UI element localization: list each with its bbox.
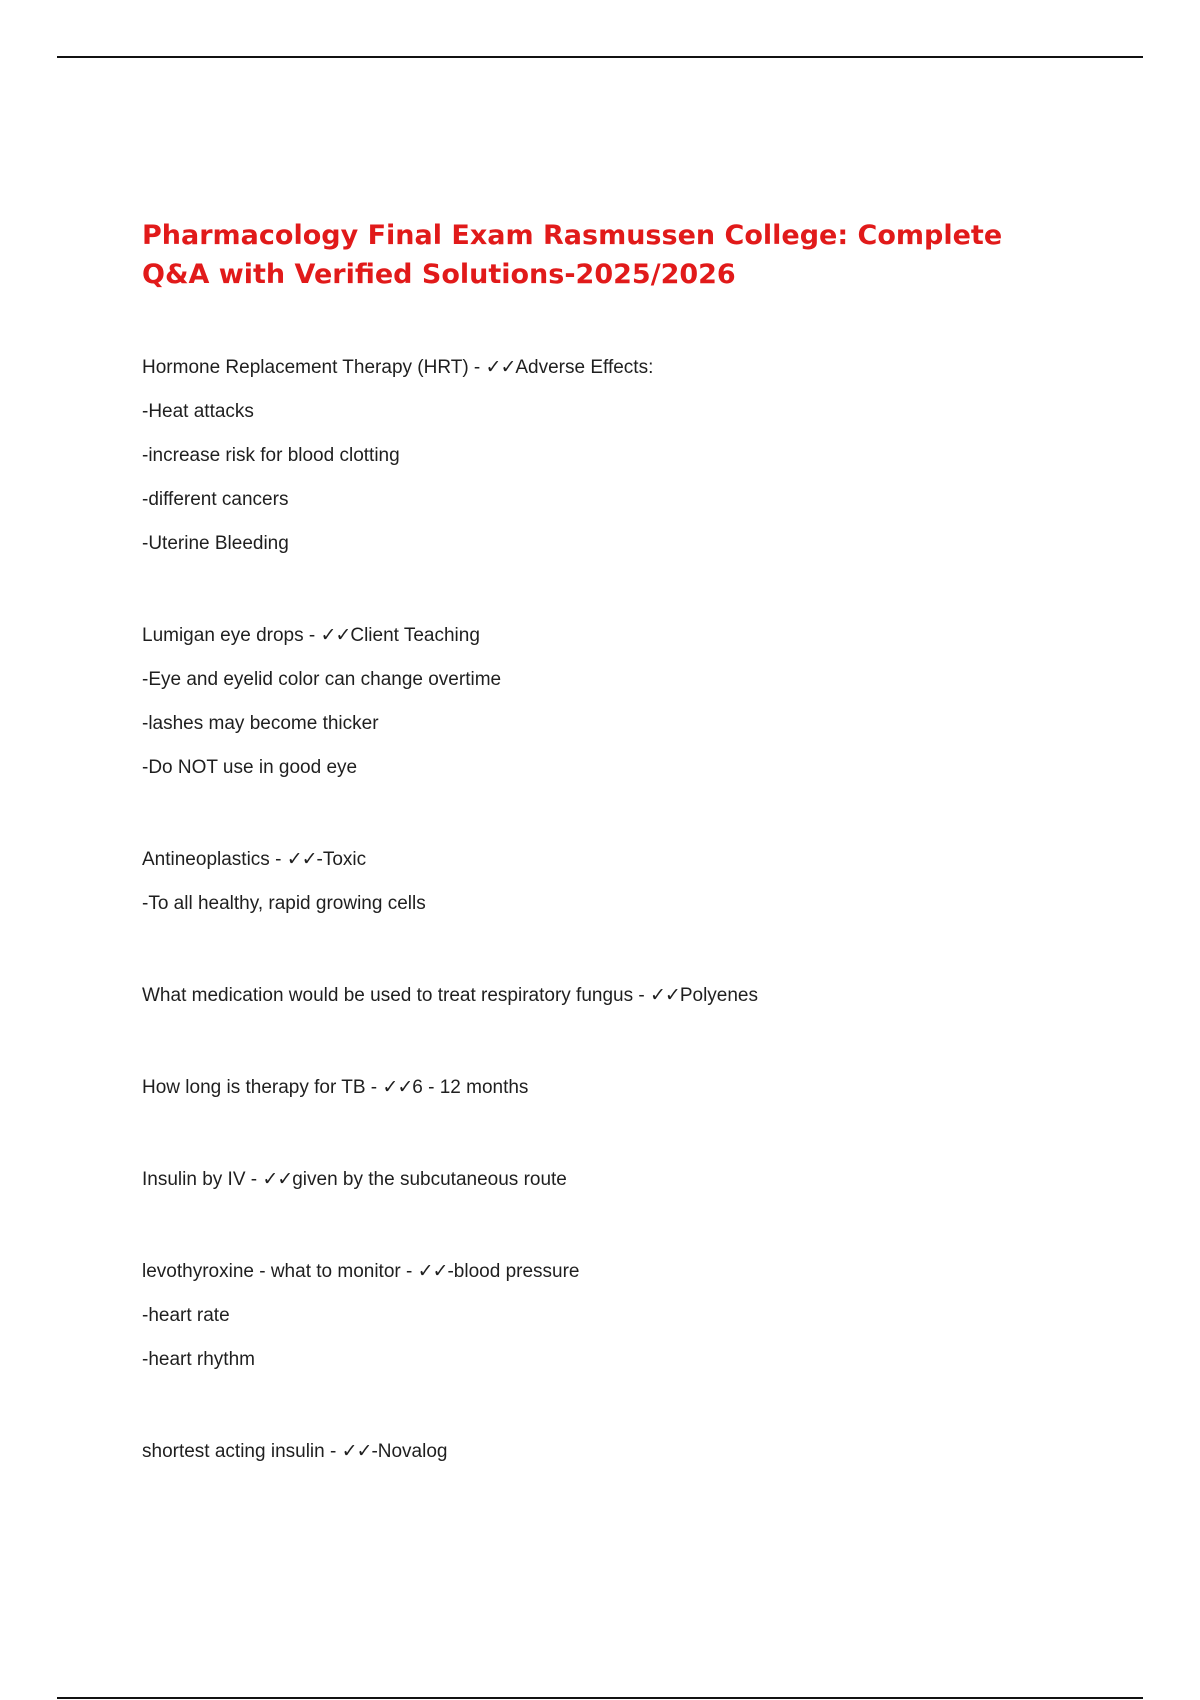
answer-line: -heart rhythm xyxy=(142,1349,255,1370)
question-text: How long is therapy for TB - xyxy=(142,1077,383,1098)
qa-first-line xyxy=(142,1164,1102,1208)
answer-text: Client Teaching xyxy=(350,625,480,646)
qa-first-line xyxy=(142,1436,1102,1480)
answer-text: Adverse Effects: xyxy=(515,357,654,378)
answer-line: -To all healthy, rapid growing cells xyxy=(142,893,426,914)
qa-item xyxy=(142,1072,1102,1116)
answer-line: -heart rate xyxy=(142,1305,230,1326)
qa-first-line xyxy=(142,1256,1102,1300)
qa-first-line xyxy=(142,844,1102,888)
question-text: Antineoplastics - xyxy=(142,849,287,870)
question-text: Lumigan eye drops - xyxy=(142,625,321,646)
answer-text: 6 - 12 months xyxy=(412,1077,529,1098)
answer-text: -Novalog xyxy=(371,1441,448,1462)
answer-text: Polyenes xyxy=(679,985,758,1006)
qa-item xyxy=(142,1164,1102,1208)
qa-item xyxy=(142,1436,1102,1480)
answer-text: given by the subcutaneous route xyxy=(292,1169,567,1190)
qa-first-line xyxy=(142,620,1102,664)
bottom-divider xyxy=(57,1697,1143,1699)
question-text: levothyroxine - what to monitor - xyxy=(142,1261,418,1282)
answer-line: -Do NOT use in good eye xyxy=(142,757,358,778)
double-check-icon: ✓✓ xyxy=(286,849,317,870)
top-divider xyxy=(57,56,1143,58)
double-check-icon: ✓✓ xyxy=(320,625,351,646)
answer-line: -increase risk for blood clotting xyxy=(142,445,400,466)
question-text: Insulin by IV - xyxy=(142,1169,263,1190)
qa-first-line xyxy=(142,352,1102,396)
qa-first-line xyxy=(142,1072,1102,1116)
qa-first-line xyxy=(142,980,1102,1024)
question-text: What medication would be used to treat respiratory fungus - xyxy=(142,985,650,1006)
answer-line: -lashes may become thicker xyxy=(142,713,379,734)
qa-item xyxy=(142,844,1102,932)
title-line-2: Q&A with Verified Solutions-2025/2026 xyxy=(142,259,736,290)
double-check-icon: ✓✓ xyxy=(382,1077,413,1098)
question-text: Hormone Replacement Therapy (HRT) - xyxy=(142,357,486,378)
double-check-icon: ✓✓ xyxy=(417,1261,448,1282)
qa-item xyxy=(142,352,1102,572)
answer-line: -different cancers xyxy=(142,489,289,510)
title-line-1: Pharmacology Final Exam Rasmussen College: Complete xyxy=(142,220,1003,251)
answer-line: -Heat attacks xyxy=(142,401,254,422)
answer-text: -Toxic xyxy=(316,849,367,870)
double-check-icon: ✓✓ xyxy=(341,1441,372,1462)
qa-item xyxy=(142,1256,1102,1388)
qa-list xyxy=(142,352,1102,1528)
answer-line: -Eye and eyelid color can change overtime xyxy=(142,669,502,690)
double-check-icon: ✓✓ xyxy=(649,985,680,1006)
question-text: shortest acting insulin - xyxy=(142,1441,342,1462)
double-check-icon: ✓✓ xyxy=(485,357,516,378)
qa-item xyxy=(142,980,1102,1024)
answer-line: -Uterine Bleeding xyxy=(142,533,289,554)
document-title xyxy=(142,216,1042,294)
answer-text: -blood pressure xyxy=(447,1261,580,1282)
double-check-icon: ✓✓ xyxy=(262,1169,293,1190)
qa-item xyxy=(142,620,1102,796)
